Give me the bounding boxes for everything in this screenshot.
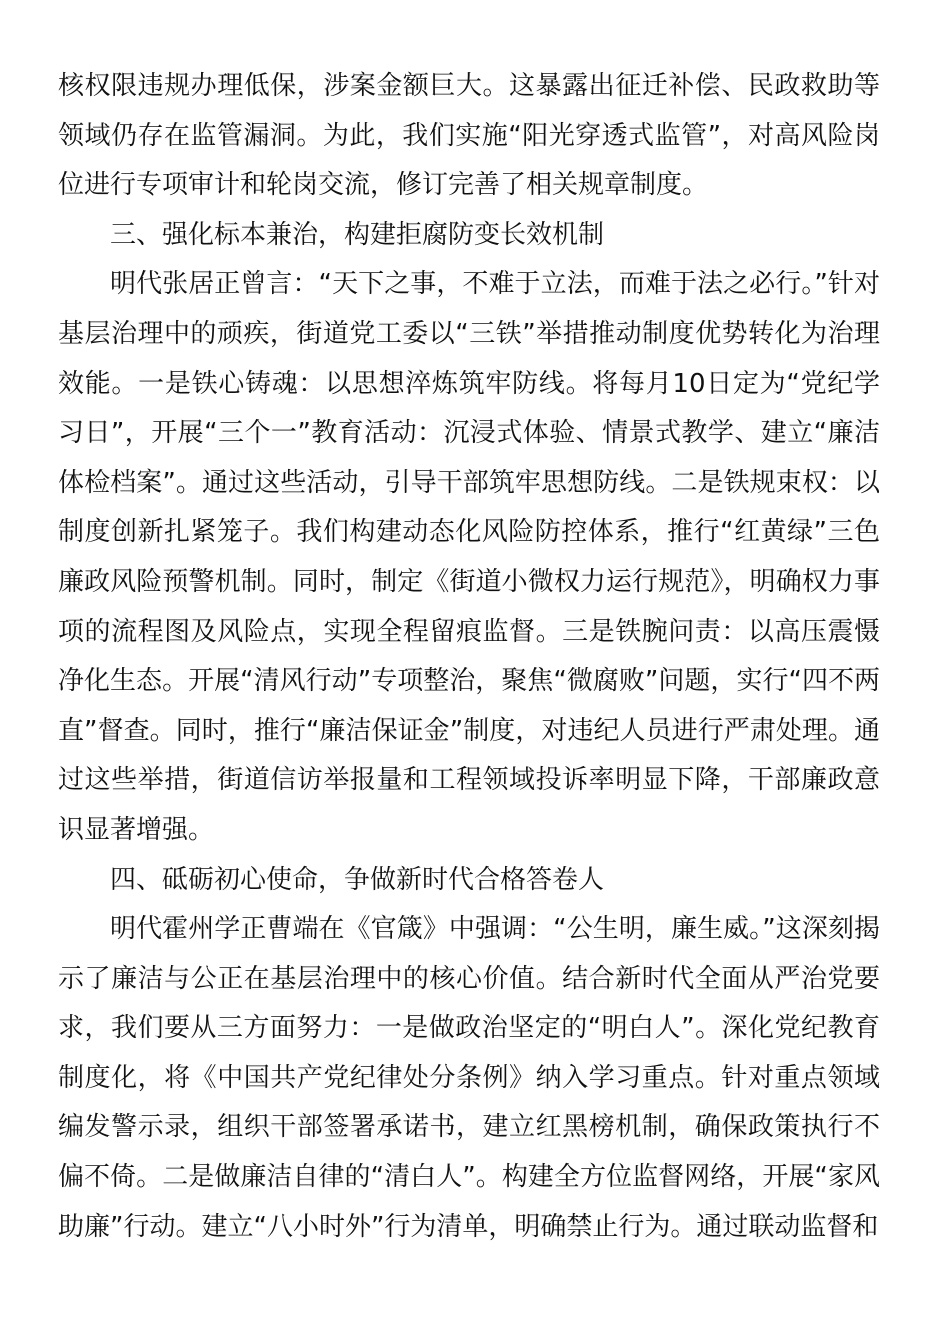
paragraph-continued: 核权限违规办理低保，涉案金额巨大。这暴露出征迁补偿、民政救助等领域仍存在监管漏洞。为此，我们实施“阳光穿透式监管”，对高风险岗位进行专项审计和轮岗交流，修订完善了相关规章制度。: [58, 71, 880, 201]
paragraph-section-3: 明代张居正曾言：“天下之事，不难于立法，而难于法之必行。”针对基层治理中的顽疾，街道党工委以“三铁”举措推动制度优势转化为治理效能。一是铁心铸魂：以思想淬炼筑牢防线。将每月10日定为“党纪学习日”，开展“三个一”教育活动：沉浸式体验、情景式教学、建立“廉洁体检档案”。通过这些活动，引导干部筑牢思想防线。二是铁规束权：以制度创新扎紧笼子。我们构建动态化风险防控体系，推行“红黄绿”三色廉政风险预警机制。同时，制定《街道小微权力运行规范》，明确权力事项的流程图及风险点，实现全程留痕监督。三是铁腕问责：以高压震慑净化生态。开展“清风行动”专项整治，聚焦“微腐败”问题，实行“四不两直”督查。同时，推行“廉洁保证金”制度，对违纪人员进行严肃处理。通过这些举措，街道信访举报量和工程领域投诉率明显下降，干部廉政意识显著增强。: [58, 269, 880, 845]
document-body: [58, 62, 880, 1252]
section-heading-4: 四、砥砺初心使命，争做新时代合格答卷人: [110, 864, 605, 895]
section-heading-3: 三、强化标本兼治，构建拒腐防变长效机制: [110, 219, 605, 250]
paragraph-section-4: 明代霍州学正曹端在《官箴》中强调：“公生明，廉生威。”这深刻揭示了廉洁与公正在基层治理中的核心价值。结合新时代全面从严治党要求，我们要从三方面努力：一是做政治坚定的“明白人”。深化党纪教育制度化，将《中国共产党纪律处分条例》纳入学习重点。针对重点领域编发警示录，组织干部签署承诺书，建立红黑榜机制，确保政策执行不偏不倚。二是做廉洁自律的“清白人”。构建全方位监督网络，开展“家风助廉”行动。建立“八小时外”行为清单，明确禁止行为。通过联动监督和: [58, 914, 880, 1242]
